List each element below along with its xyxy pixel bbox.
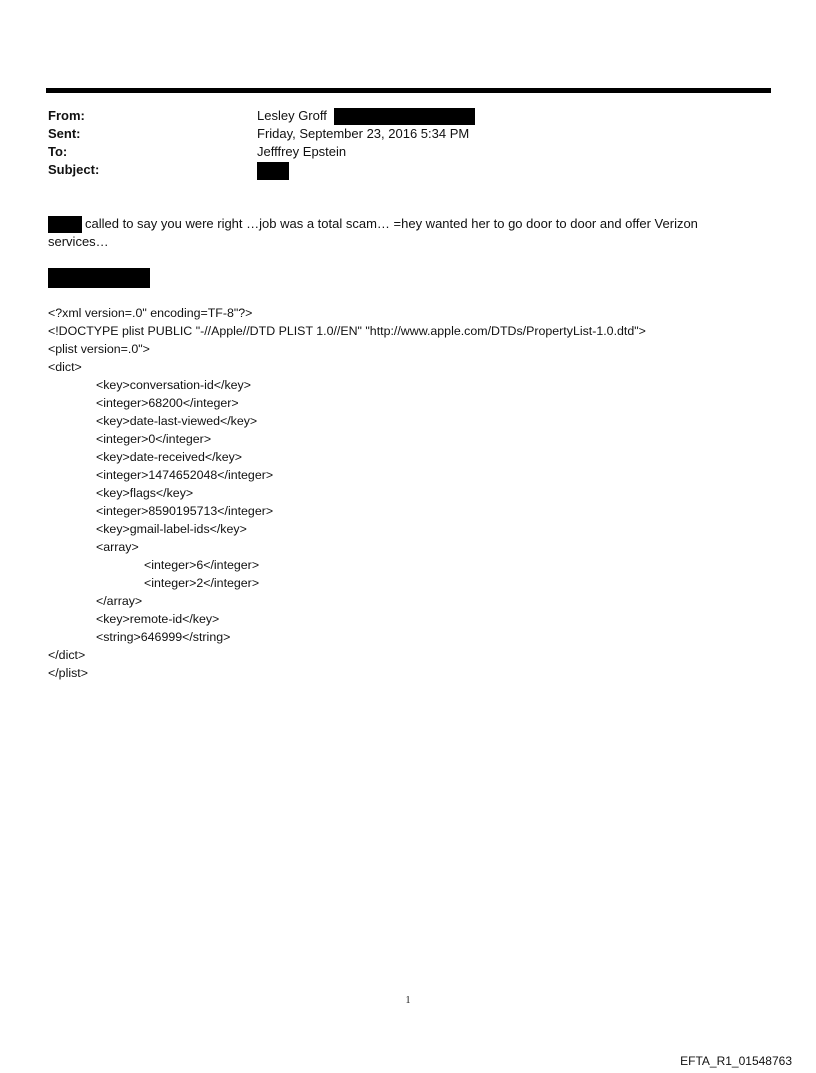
plist-line: <key>remote-id</key>: [96, 612, 220, 626]
bates-number: EFTA_R1_01548763: [680, 1054, 792, 1068]
page-number: 1: [405, 995, 411, 1006]
from-label: From:: [48, 108, 85, 123]
plist-line: <dict>: [48, 360, 82, 374]
sent-value: Friday, September 23, 2016 5:34 PM: [257, 126, 470, 141]
subject-label: Subject:: [48, 162, 100, 177]
message-line-2: services…: [48, 234, 109, 249]
message-line-1: [48, 215, 698, 233]
from-field: [257, 107, 475, 125]
plist-line: <?xml version=.0" encoding=TF-8"?>: [48, 306, 253, 320]
plist-line: <key>date-received</key>: [96, 450, 243, 464]
subject-redaction-box: [257, 162, 289, 180]
plist-line: <plist version=.0">: [48, 342, 150, 356]
plist-line: <key>flags</key>: [96, 486, 194, 500]
plist-line: <!DOCTYPE plist PUBLIC "-//Apple//DTD PLIST 1.0//EN" "http://www.apple.com/DTDs/PropertyList-1.0.dtd">: [48, 324, 646, 338]
name-redaction-box: [48, 216, 82, 233]
message-text-1: called to say you were right …job was a total scam… =hey wanted her to go door to door and offer Verizon: [85, 216, 698, 231]
plist-line: <key>date-last-viewed</key>: [96, 414, 258, 428]
plist-line: <integer>2</integer>: [144, 576, 260, 590]
plist-line: </dict>: [48, 648, 86, 662]
signature-redaction-box: [48, 268, 150, 288]
to-label: To:: [48, 144, 68, 159]
redaction-box: [334, 108, 475, 125]
sent-label: Sent:: [48, 126, 81, 141]
to-value: Jefffrey Epstein: [257, 144, 347, 159]
plist-line: <string>646999</string>: [96, 630, 231, 644]
plist-line: <integer>1474652048</integer>: [96, 468, 274, 482]
plist-line: <integer>68200</integer>: [96, 396, 239, 410]
plist-line: <integer>0</integer>: [96, 432, 212, 446]
plist-line: </plist>: [48, 666, 88, 680]
plist-line: <key>conversation-id</key>: [96, 378, 251, 392]
subject-field: [257, 161, 289, 180]
plist-line: <array>: [96, 540, 139, 554]
plist-line: </array>: [96, 594, 143, 608]
header-rule: [46, 88, 771, 93]
from-value: Lesley Groff: [257, 108, 327, 123]
plist-line: <integer>8590195713</integer>: [96, 504, 274, 518]
plist-line: <key>gmail-label-ids</key>: [96, 522, 247, 536]
plist-line: <integer>6</integer>: [144, 558, 260, 572]
